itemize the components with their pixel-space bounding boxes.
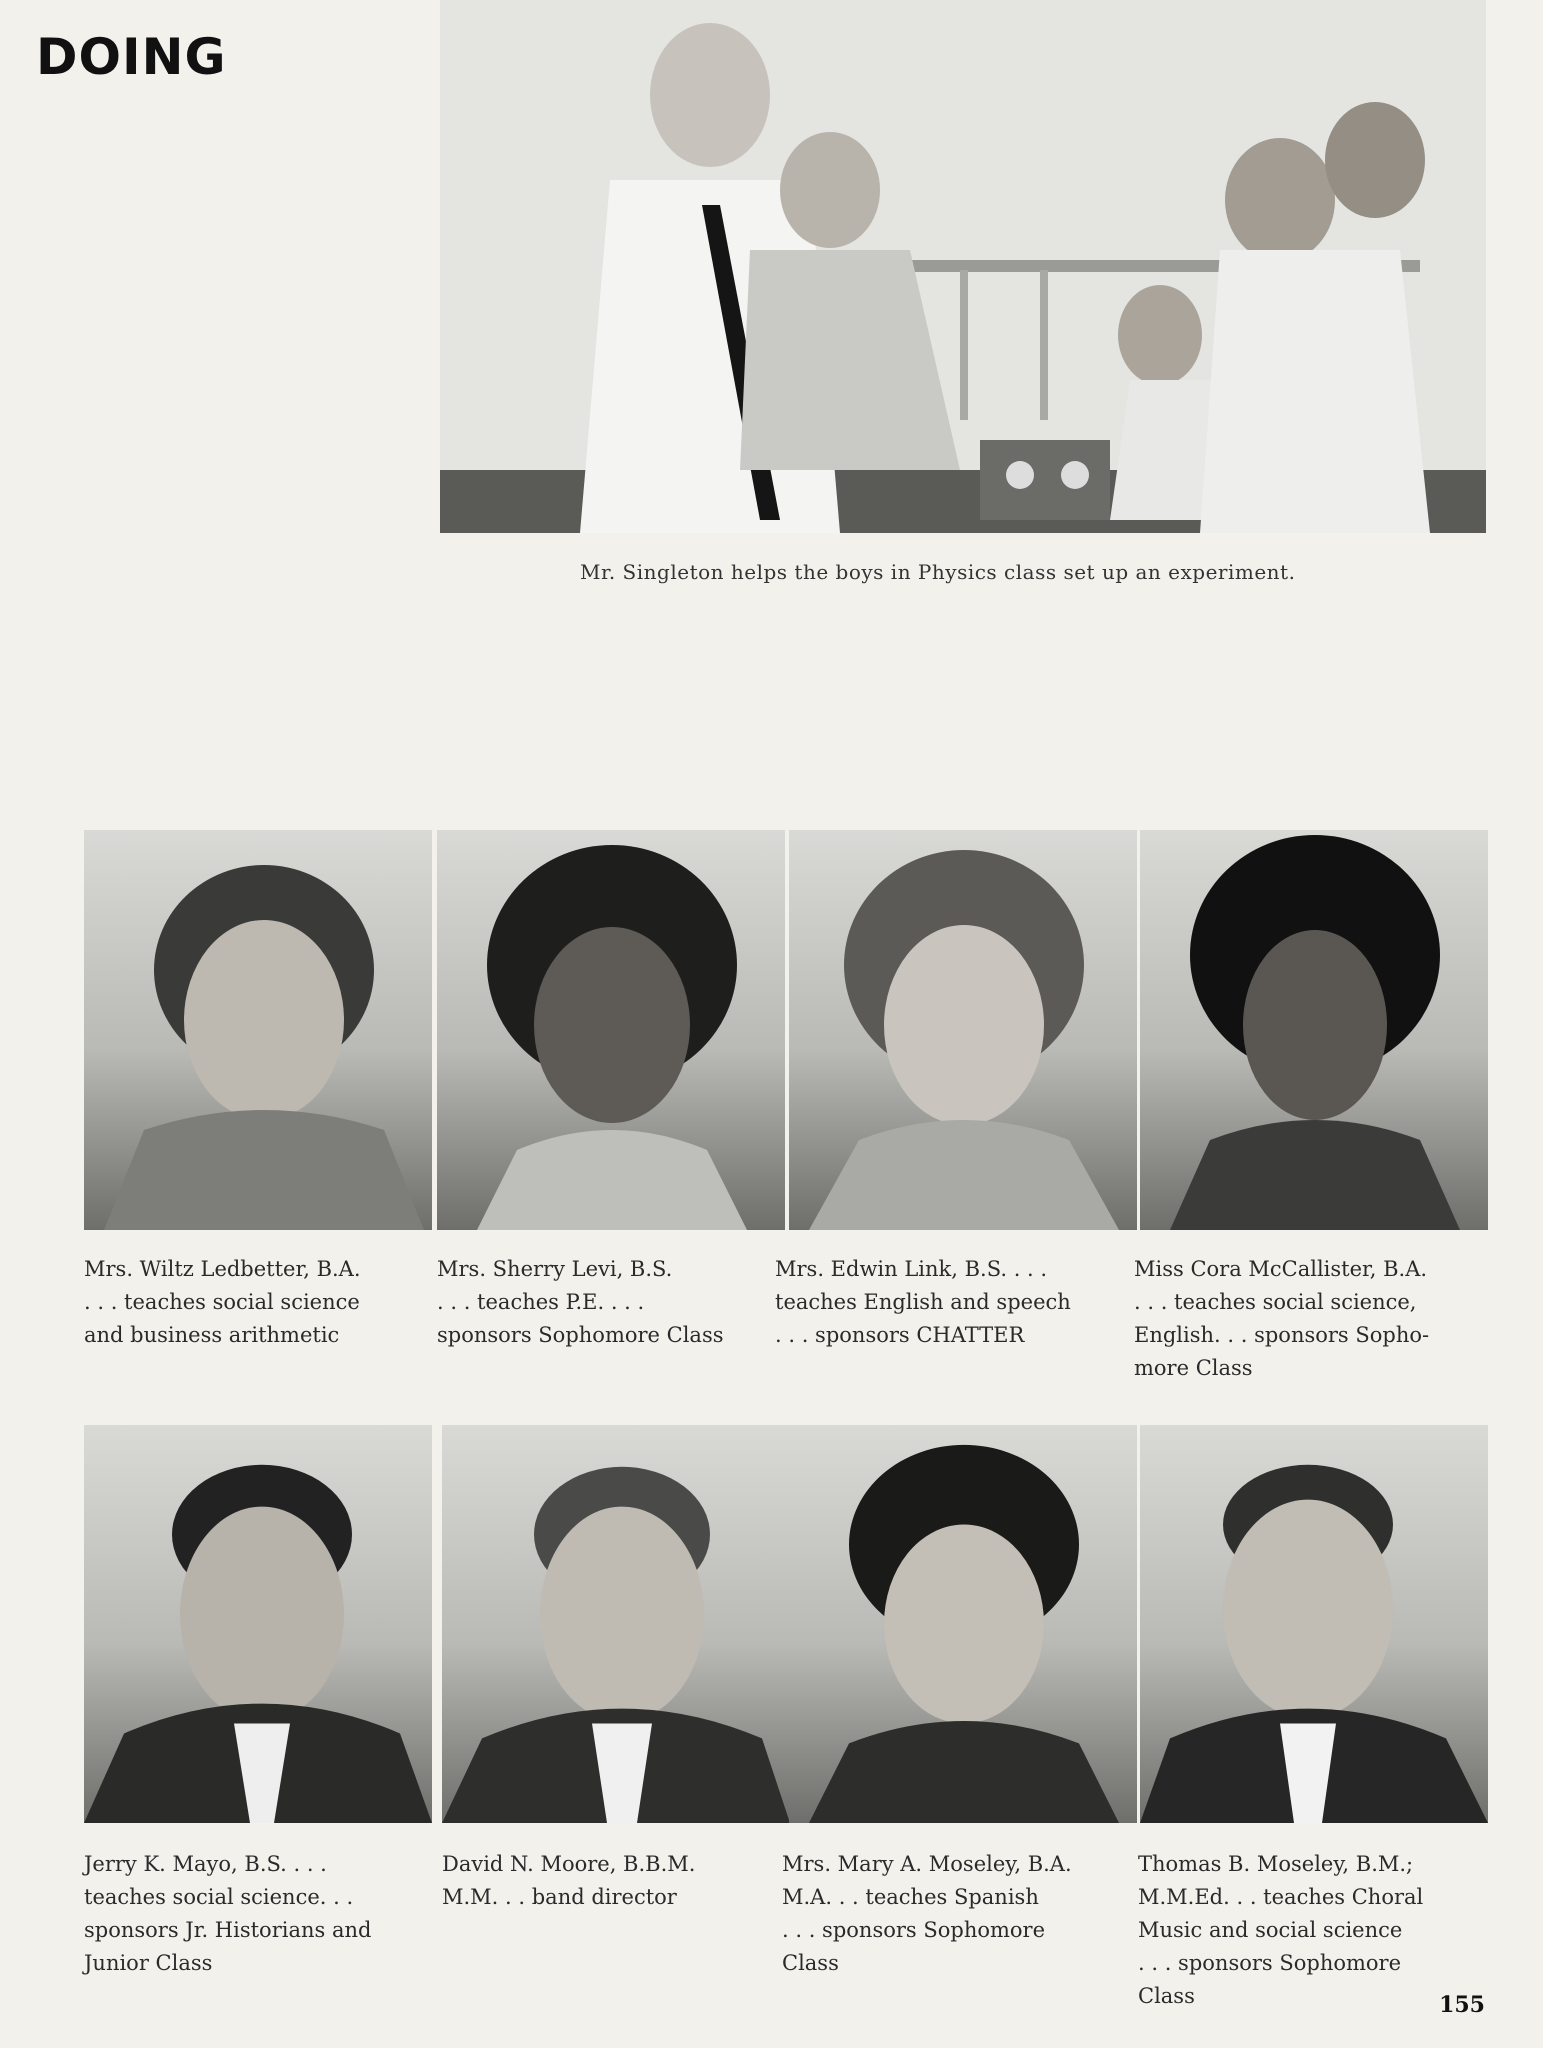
page-number: 155	[1439, 1992, 1485, 2018]
bio-ledbetter: Mrs. Wiltz Ledbetter, B.A. . . . teaches social science and business arithmetic	[84, 1257, 361, 1347]
portrait-mccallister	[1140, 830, 1488, 1230]
portrait-ledbetter	[84, 830, 432, 1230]
section-title: DOING	[36, 28, 227, 86]
bio-moore: David N. Moore, B.B.M. M.M. . . band director	[442, 1852, 696, 1909]
bio-thomas-moseley: Thomas B. Moseley, B.M.; M.M.Ed. . . teaches Choral Music and social science . . . sponsors Sophomore Class	[1138, 1852, 1424, 2008]
portrait-thomas-moseley	[1140, 1425, 1488, 1823]
bio-link: Mrs. Edwin Link, B.S. . . . teaches English and speech . . . sponsors CHATTER	[775, 1257, 1071, 1347]
physics-class-photo	[440, 0, 1486, 533]
portrait-link	[789, 830, 1137, 1230]
photo-caption: Mr. Singleton helps the boys in Physics class set up an experiment.	[580, 560, 1296, 584]
bio-mayo: Jerry K. Mayo, B.S. . . . teaches social science. . . sponsors Jr. Historians and Junior Class	[84, 1852, 372, 1975]
bio-levi: Mrs. Sherry Levi, B.S. . . . teaches P.E. . . . sponsors Sophomore Class	[437, 1257, 724, 1347]
portrait-mayo	[84, 1425, 432, 1823]
portrait-moore	[442, 1425, 790, 1823]
bio-mccallister: Miss Cora McCallister, B.A. . . . teaches social science, English. . . sponsors Sopho- more Class	[1134, 1257, 1430, 1380]
portrait-mary-moseley	[789, 1425, 1137, 1823]
portrait-levi	[437, 830, 785, 1230]
bio-mary-moseley: Mrs. Mary A. Moseley, B.A. M.A. . . teaches Spanish . . . sponsors Sophomore Class	[782, 1852, 1072, 1975]
